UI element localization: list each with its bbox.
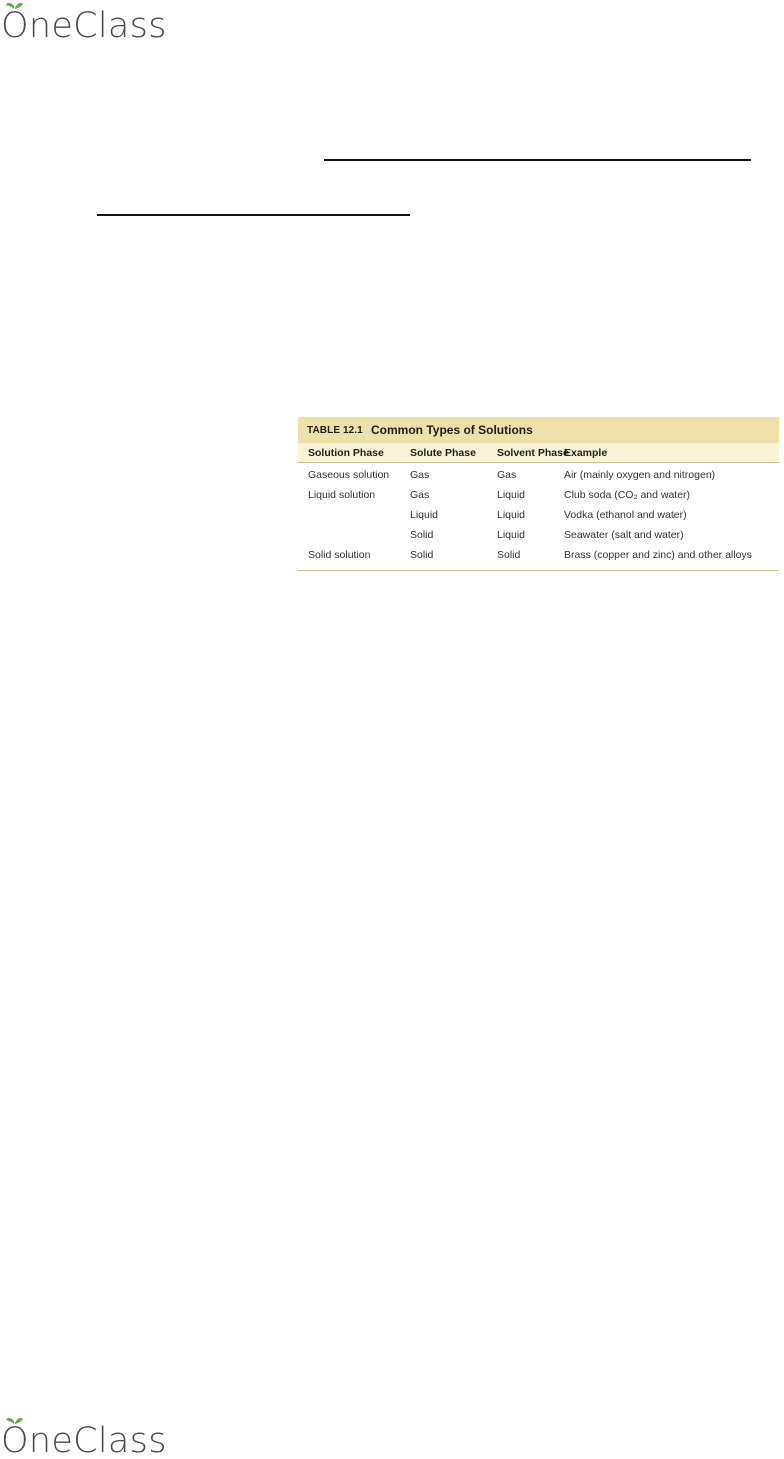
table-number: TABLE 12.1 [307, 425, 363, 436]
cell-solvent-phase: Solid [497, 549, 521, 561]
solutions-table [298, 417, 779, 575]
cell-solvent-phase: Liquid [497, 509, 526, 521]
fill-in-blank-line-1 [324, 159, 751, 161]
cell-solute-phase: Gas [410, 489, 430, 501]
table-title: Common Types of Solutions [371, 423, 533, 437]
oneclass-logo-top [0, 0, 190, 44]
logo-wordmark: OneClass [1, 6, 167, 44]
cell-solvent-phase: Liquid [497, 489, 526, 501]
cell-solute-phase: Solid [410, 549, 434, 561]
oneclass-logo-bottom [0, 1415, 190, 1459]
cell-solute-phase: Liquid [410, 509, 439, 521]
cell-solution-phase: Solid solution [308, 549, 371, 561]
cell-solution-phase: Liquid solution [308, 489, 376, 501]
cell-example: Seawater (salt and water) [564, 529, 684, 541]
fill-in-blank-line-2 [97, 214, 410, 216]
cell-solution-phase: Gaseous solution [308, 469, 390, 481]
cell-example: Air (mainly oxygen and nitrogen) [564, 469, 716, 481]
table-row [298, 529, 779, 545]
cell-solvent-phase: Gas [497, 469, 517, 481]
cell-example: Club soda (CO₂ and water) [564, 489, 691, 501]
column-header-solute-phase: Solute Phase [410, 447, 476, 459]
oneclass-logo-graphic [0, 1415, 190, 1459]
logo-wordmark: OneClass [1, 1421, 167, 1459]
table-title-bar [298, 417, 779, 443]
table-header-row [298, 443, 779, 463]
table-bottom-rule [298, 570, 779, 571]
cell-solute-phase: Solid [410, 529, 434, 541]
column-header-solution-phase: Solution Phase [308, 447, 384, 459]
table-row [298, 549, 779, 565]
cell-example: Brass (copper and zinc) and other alloys [564, 549, 752, 561]
column-header-example: Example [564, 447, 608, 459]
table-row [298, 509, 779, 525]
cell-example: Vodka (ethanol and water) [564, 509, 687, 521]
cell-solvent-phase: Liquid [497, 529, 526, 541]
table-row [298, 489, 779, 505]
column-header-solvent-phase: Solvent Phase [497, 447, 569, 459]
oneclass-logo-graphic [0, 0, 190, 44]
table-row [298, 469, 779, 485]
cell-solute-phase: Gas [410, 469, 430, 481]
